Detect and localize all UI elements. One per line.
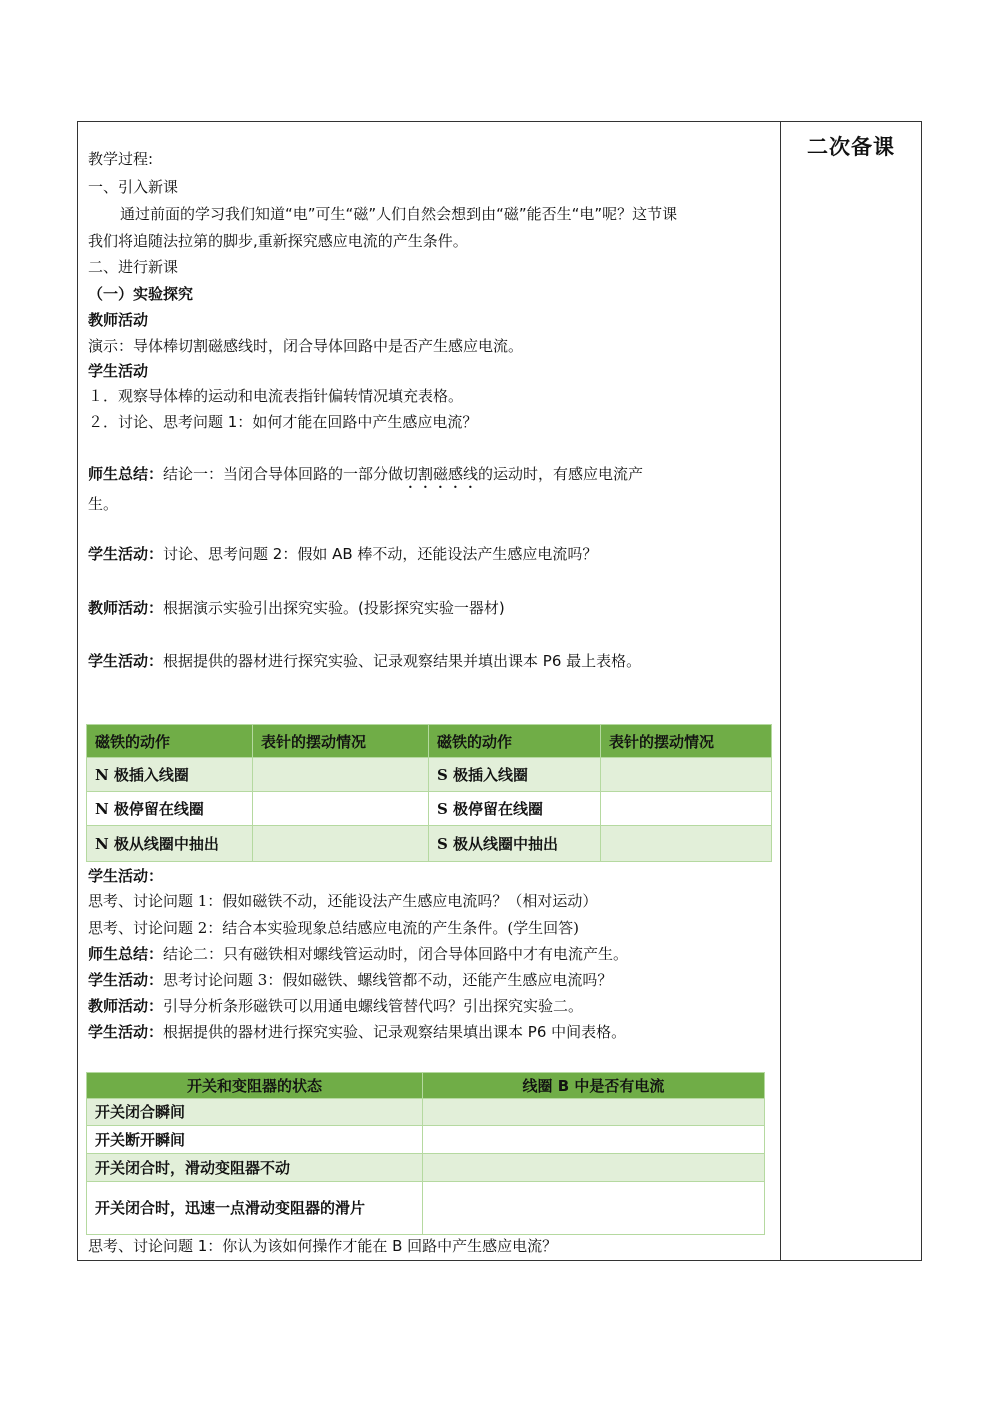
needle-swing-cell[interactable]: [253, 758, 429, 792]
teacher-activity-intro-experiment: 教师活动：根据演示实验引出探究实验。(投影探究实验一器材): [88, 599, 505, 617]
demo-text: 演示：导体棒切割磁感线时，闭合导体回路中是否产生感应电流。: [88, 337, 524, 355]
table-header: 表针的摆动情况: [253, 725, 429, 758]
table-row: N 极从线圈中抽出 S 极从线圈中抽出: [87, 826, 772, 862]
table-header: 线圈 B 中是否有电流: [423, 1073, 765, 1099]
summary-label: 师生总结：: [88, 465, 164, 483]
teacher-activity-heading: 教师活动: [88, 311, 149, 329]
student-activity-experiment-2: 学生活动：根据提供的器材进行探究实验、记录观察结果填出课本 P6 中间表格。: [88, 1023, 627, 1041]
teacher-activity-solenoid: 教师活动：引导分析条形磁铁可以用通电螺线管替代吗？引出探究实验二。: [88, 997, 584, 1015]
magnet-experiment-table: [86, 724, 772, 862]
student-question-3: 学生活动：思考讨论问题 3：假如磁铁、螺线管都不动，还能产生感应电流吗？: [88, 971, 613, 989]
experiment-subheading: （一）实验探究: [88, 285, 194, 303]
current-result-cell[interactable]: [423, 1099, 765, 1126]
needle-swing-cell[interactable]: [601, 826, 772, 862]
table-row: N 极停留在线圈 S 极停留在线圈: [87, 792, 772, 826]
emphasized-term: 切割磁感线: [403, 465, 479, 483]
needle-swing-cell[interactable]: [253, 826, 429, 862]
table-row: N 极插入线圈 S 极插入线圈: [87, 758, 772, 792]
teaching-process-heading: 教学过程:: [88, 150, 154, 168]
table-header: 表针的摆动情况: [601, 725, 772, 758]
discussion-question-2: 思考、讨论问题 2：结合本实验现象总结感应电流的产生条件。(学生回答): [88, 919, 580, 937]
current-result-cell[interactable]: [423, 1126, 765, 1154]
discussion-question-b-circuit: 思考、讨论问题 1：你认为该如何操作才能在 B 回路中产生感应电流？: [88, 1237, 558, 1255]
needle-swing-cell[interactable]: [601, 792, 772, 826]
section-new-lesson-heading: 二、进行新课: [88, 258, 179, 276]
current-result-cell[interactable]: [423, 1154, 765, 1182]
table-row: 开关闭合时，滑动变阻器不动: [87, 1154, 765, 1182]
discussion-question-1: 思考、讨论问题 1：假如磁铁不动，还能设法产生感应电流吗？（相对运动）: [88, 892, 598, 910]
intro-paragraph-line1: 通过前面的学习我们知道“电”可生“磁”人们自然会想到由“磁”能否生“电”呢？这节课: [120, 205, 678, 223]
student-activity-label: 学生活动：: [88, 867, 164, 885]
student-activity-heading: 学生活动: [88, 362, 149, 380]
student-activity-experiment-1: 学生活动：根据提供的器材进行探究实验、记录观察结果并填出课本 P6 最上表格。: [88, 652, 642, 670]
table-header: 磁铁的动作: [87, 725, 253, 758]
summary-conclusion-1: 师生总结：结论一：当闭合导体回路的一部分做切割磁感线的运动时，有感应电流产: [88, 465, 644, 483]
table-header: 磁铁的动作: [429, 725, 601, 758]
table-row: 开关闭合时，迅速一点滑动变阻器的滑片: [87, 1182, 765, 1235]
table-header: 开关和变阻器的状态: [87, 1073, 423, 1099]
student-step-2: ２．讨论、思考问题 1：如何才能在回路中产生感应电流？: [88, 413, 478, 431]
student-step-1: １．观察导体棒的运动和电流表指针偏转情况填充表格。: [88, 387, 464, 405]
needle-swing-cell[interactable]: [601, 758, 772, 792]
column-divider: [780, 121, 781, 1261]
section-intro-heading: 一、引入新课: [88, 178, 179, 196]
current-result-cell[interactable]: [423, 1182, 765, 1235]
switch-rheostat-table: [86, 1072, 765, 1235]
summary-conclusion-2: 师生总结：结论二：只有磁铁相对螺线管运动时，闭合导体回路中才有电流产生。: [88, 945, 629, 963]
intro-paragraph-line2: 我们将追随法拉第的脚步,重新探究感应电流的产生条件。: [88, 232, 468, 250]
secondary-prep-header: 二次备课: [807, 135, 895, 159]
table-row: 开关断开瞬间: [87, 1126, 765, 1154]
student-question-2: 学生活动：讨论、思考问题 2：假如 AB 棒不动，还能设法产生感应电流吗？: [88, 545, 598, 563]
summary-conclusion-1-cont: 生。: [88, 495, 119, 513]
table-row: 开关闭合瞬间: [87, 1099, 765, 1126]
needle-swing-cell[interactable]: [253, 792, 429, 826]
